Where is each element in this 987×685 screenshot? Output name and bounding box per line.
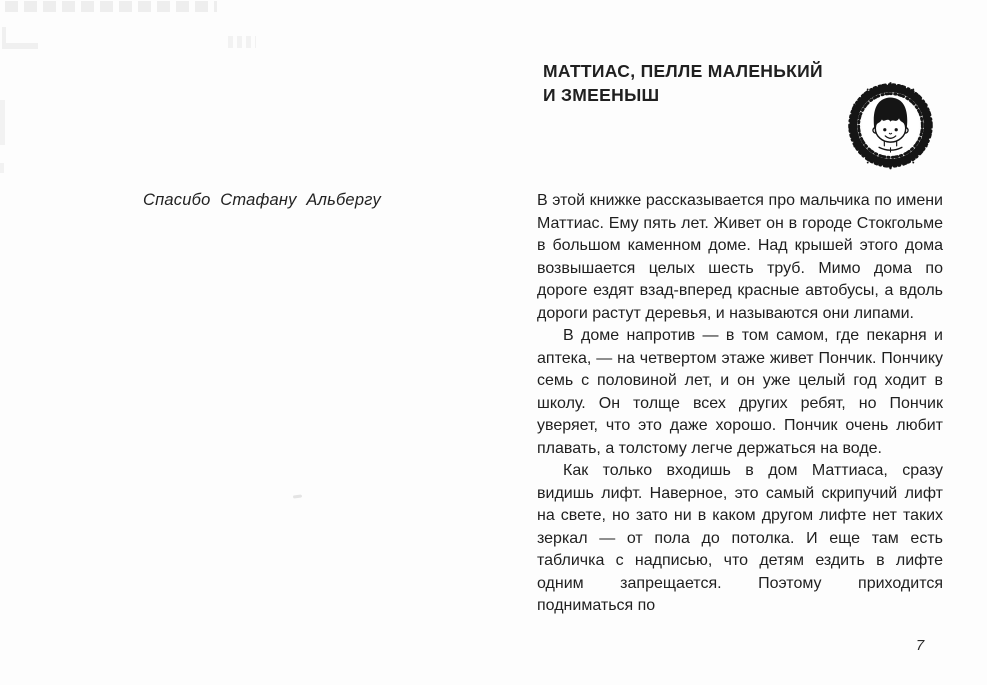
scan-artifact bbox=[0, 100, 5, 145]
scan-artifact bbox=[293, 494, 302, 498]
scan-artifact bbox=[2, 27, 6, 49]
boy-in-wreath-illustration bbox=[843, 78, 938, 173]
scan-artifact bbox=[5, 1, 217, 12]
chapter-title-line2: И ЗМЕЕНЫШ bbox=[543, 84, 660, 105]
chapter-body bbox=[537, 190, 943, 618]
scan-artifact bbox=[228, 36, 256, 48]
body-paragraph: Как только входишь в дом Маттиаса, сразу видишь лифт. Наверное, это самый скрипучий лифт на свете, но зато ни в каком другом лифте нет таких зеркал — от пола до потолка. И еще там есть табличка с надписью, что детям ездить в лифте одним запрещается. Поэтому приходится подниматься по bbox=[537, 462, 943, 614]
page-number: 7 bbox=[915, 637, 925, 654]
chapter-title bbox=[543, 60, 823, 107]
body-paragraph: В этой книжке рассказывается про мальчика по имени Маттиас. Ему пять лет. Живет он в городе Стокгольме в большом каменном доме. Над крышей этого дома возвышается целых шесть труб. Мимо дома по дороге ездят взад-вперед красные автобусы, а вдоль дороги растут деревья, и называются они липами. bbox=[537, 192, 943, 322]
scan-artifact bbox=[0, 163, 4, 173]
dedication-text: Спасибо Стафану Альбергу bbox=[143, 191, 381, 209]
chapter-title-line1: МАТТИАС, ПЕЛЛЕ МАЛЕНЬКИЙ bbox=[543, 61, 823, 81]
body-paragraph: В доме напротив — в том самом, где пекарня и аптека, — на четвертом этаже живет Пончик. Пончику семь с половиной лет, и он уже целый год ходит в школу. Он толще всех других ребят, но Пончик уверяет, что это даже хорошо. Пончик очень любит плавать, а толстому легче держаться на воде. bbox=[537, 327, 943, 457]
scan-artifact bbox=[2, 43, 38, 49]
